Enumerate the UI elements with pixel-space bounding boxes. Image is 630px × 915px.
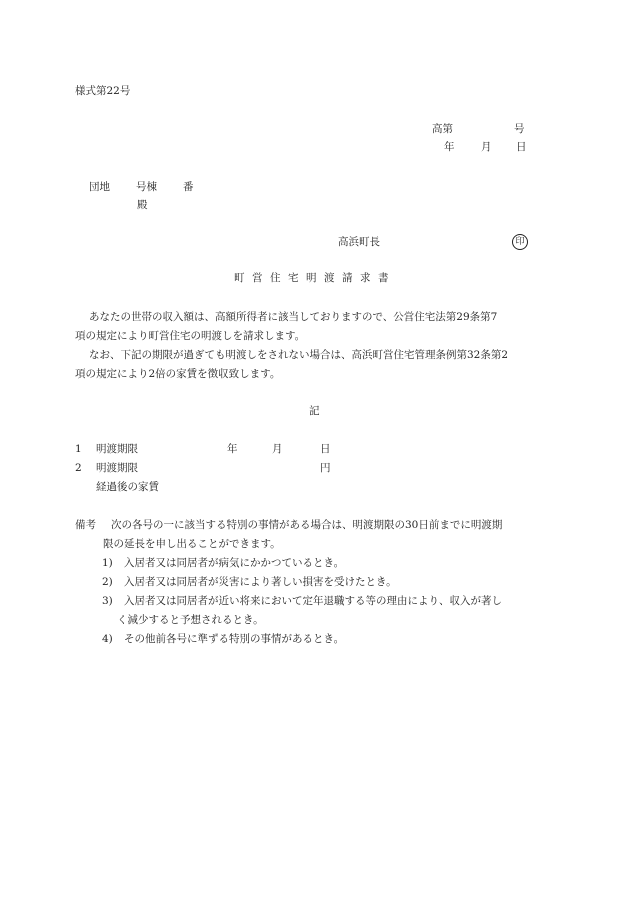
body-para2-line1: なお、下記の期限が過ぎても明渡しをされない場合は、高浜町営住宅管理条例第32条第2 [89,349,509,361]
remark4-number: 4) [102,633,113,645]
remark4-text: その他前各号に準ずる特別の事情があるとき。 [124,633,345,645]
remarks-intro-line1: 次の各号の一に該当する特別の事情がある場合は、明渡期限の30日前までに明渡期 [111,519,503,531]
remark3-text2: く減少すると予想されるとき。 [117,614,264,626]
doc-number-suffix: 号 [514,123,525,135]
addressee-honorific: 殿 [137,199,148,211]
remark1-text: 入居者又は同居者が病気にかかつているとき。 [124,557,345,569]
remarks-intro-line2: 限の延長を申し出ることができます。 [103,538,281,550]
date-year: 年 [444,141,455,153]
body-para2-line2: 項の規定により2倍の家賃を徴収致します。 [75,368,281,380]
item1-day: 日 [320,443,331,455]
form-number: 様式第22号 [75,85,131,97]
doc-number-prefix: 高第 [432,123,453,135]
seal-mark: 印 [512,234,528,250]
item2-number: 2 [75,462,82,474]
addressee-gotou: 号棟 [136,181,157,193]
document-title: 町営住宅明渡請求書 [234,272,396,284]
ki-heading: 記 [309,405,320,417]
item1-year: 年 [227,443,238,455]
remark1-number: 1) [102,557,113,569]
item1-number: 1 [75,443,82,455]
issuer-name: 高浜町長 [338,236,380,248]
addressee-danchi: 団地 [89,181,110,193]
item1-month: 月 [272,443,283,455]
body-para1-line2: 項の規定により町営住宅の明渡しを請求します。 [75,330,306,342]
remarks-heading: 備考 [75,519,96,531]
item2-unit: 円 [320,462,331,474]
item1-label: 明渡期限 [96,443,138,455]
date-month: 月 [481,141,492,153]
date-day: 日 [516,141,527,153]
item2-label2: 経過後の家賃 [96,481,159,493]
remark3-number: 3) [102,595,113,607]
body-para1-line1: あなたの世帯の収入額は、高額所得者に該当しておりますので、公営住宅法第29条第7 [89,311,498,323]
remark2-text: 入居者又は同居者が災害により著しい損害を受けたとき。 [124,576,397,588]
item2-label: 明渡期限 [96,462,138,474]
addressee-ban: 番 [183,181,194,193]
remark3-text: 入居者又は同居者が近い将来において定年退職する等の理由により、収入が著し [124,595,502,607]
remark2-number: 2) [102,576,113,588]
